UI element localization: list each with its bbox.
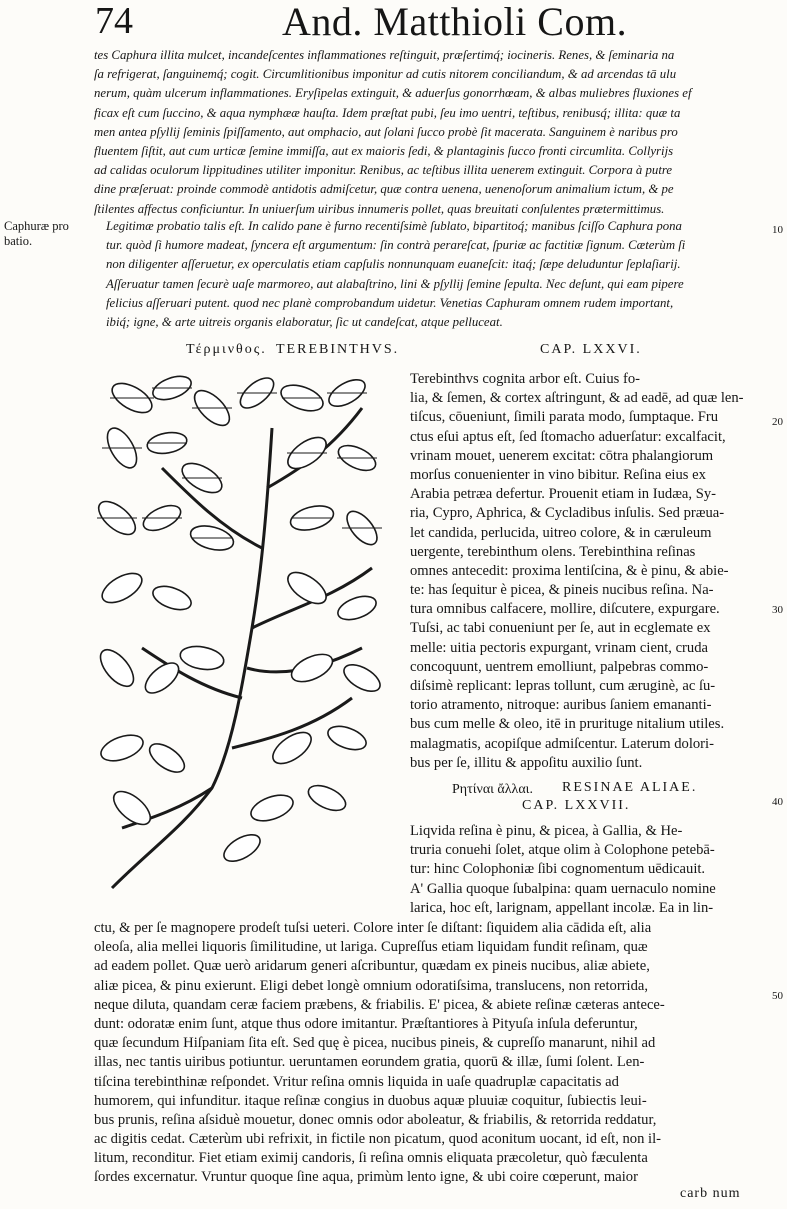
text-line: Tuſsi, ac tabi conueniunt per ſe, aut in ecglemate ex — [410, 620, 711, 637]
text-line: tiſcina terebinthinæ reſpondet. Vritur reſina omnis liquida in uaſe quadruplæ capacitatis ad — [94, 1073, 619, 1090]
plant-woodcut-icon — [92, 368, 392, 903]
text-line: dine præſeruat: proinde commodè antidotis admiſcetur, quæ contra uenena, uenenoſorum animalium ictum, & pe — [94, 182, 674, 197]
text-line: omnes antecedit: proxima lentiſcina, & è pinu, & abie- — [410, 562, 729, 579]
text-line: bus prunis, reſina aſsiduè mouetur, donec omnis odor aboleatur, & friabilis, & retorrida reddatur, — [94, 1111, 657, 1128]
text-line: felicius aſſeruari putent. quod nec planè comprobandum uidetur. Venetias Caphuram omnem rudem important, — [106, 295, 674, 310]
text-line: lia, & ſemen, & cortex aſtringunt, & ad eadē, ad quæ len- — [410, 390, 744, 407]
line-number-40: 40 — [772, 796, 783, 808]
chapter77-number: CAP. LXXVII. — [522, 798, 631, 813]
text-line: concoquunt, uentrem emolliunt, palpebras commo- — [410, 658, 709, 675]
text-line: men antea pſyllij ſeminis ſpiſſamento, aut omphacio, aut ſolani ſucco probè ſit macerata. Sanguinem è naribus pro — [94, 124, 678, 139]
text-line: bus per ſe, illitu & appoſitu auxilio ſunt. — [410, 754, 643, 771]
text-line: tur. quòd ſi humore madeat, ſyncera eſt argumentum: ſin contrà perareſcat, ſpuriæ ac factitiæ ſignum. Cæterùm ſi — [106, 238, 686, 253]
terebinthus-illustration — [92, 368, 392, 903]
text-line: non diligenter aſſeruetur, ex operculatis etiam capſulis nonnunquam euaneſcit: itaq́; ſæpe deluduntur ſeplaſiarij. — [106, 257, 681, 272]
chapter-title: TEREBINTHVS. — [276, 342, 400, 357]
text-line: tes Caphura illita mulcet, incandeſcentes inflammationes reſtinguit, præſertimq́; iocineris. Renes, & ſeminaria na — [94, 48, 675, 62]
margin-note-line: batio. — [4, 234, 33, 248]
line-number-20: 20 — [772, 416, 783, 428]
text-line: vrinam mouet, uenerem excitat: cōtra phalangiorum — [410, 447, 714, 464]
text-line: diſsimè replicant: lepras tollunt, cum æruginè, ac ſu- — [410, 678, 716, 694]
text-line: ria, Cypro, Aphrica, & Cycladibus inſulis. Sed præua- — [410, 505, 725, 522]
text-line: melle: uitia pectoris expurgant, vrinam cient, cruda — [410, 639, 708, 656]
text-line: te: has ſequitur è picea, & pineis nucibus reſina. Na- — [410, 582, 714, 599]
text-line: ad eadem pollet. Quæ uerò aridarum generi aſcribuntur, quædam ex pineis nucibus, aliæ abiete, — [94, 958, 650, 975]
text-line: neque diluta, quandam ceræ faciem præbens, & friabilis. E' picea, & abiete reſinæ cæteras antece- — [94, 996, 665, 1013]
paragraph-camphor-test — [94, 217, 764, 332]
text-line: tiſcus, cōueniunt, ſimili parata modo, ſumptaque. Fru — [410, 409, 719, 426]
text-line: ſordes excernatur. Vruntur quoque ſine aqua, primùm lento igne, & ubi coire cœperunt, maior — [94, 1169, 638, 1186]
text-line: ac digitis cedat. Cæterùm ubi refrixit, in fictile non picatum, quod aconitum uocant, id eſt, non il- — [94, 1131, 661, 1148]
text-line: tur: hinc Colophoniæ ſibi cognomentum uēdicauit. — [410, 861, 706, 878]
chapter-number: CAP. LXXVI. — [540, 342, 642, 357]
text-line: ctus eſui aptus eſt, ſed ſtomacho aduerſatur: excalfacit, — [410, 428, 726, 445]
text-line: torio atramento, nitroque: auribus ſaniem emananti- — [410, 697, 712, 714]
chapter76-text — [410, 370, 766, 773]
line-number-50: 50 — [772, 990, 783, 1002]
text-line: A' Gallia quoque ſubalpina: quam uernaculo nomine — [410, 880, 716, 897]
text-line: quæ ſecundum Hiſpaniam ſita eſt. Sed quę è picea, nucibus pineis, & cupreſſo manarunt, nihil ad — [94, 1035, 656, 1052]
catchword: carb num — [680, 1186, 741, 1201]
text-line: larica, hoc eſt, larignam, appellant incolæ. Ea in lin- — [410, 899, 714, 916]
margin-note-line: Caphuræ pro — [4, 219, 69, 233]
chapter77-title: RESINAE ALIAE. — [562, 780, 698, 795]
text-line: ſa refrigerat, ſanguinemq́; cogit. Circumlitionibus imponitur ad cutis nitorem conciliandum, & ad arcendas tā ulu — [94, 67, 677, 82]
text-line: humorem, qui infunditur. itaque reſinæ congius in duobus aquæ pluuiæ coquitur, ſubiectis leui- — [94, 1092, 647, 1109]
text-line: Arabia petræa defertur. Prouenit etiam in Iudæa, Sy- — [410, 486, 716, 503]
text-line: morſus conuenienter in vino bibitur. Reſina eius ex — [410, 466, 706, 483]
paragraph-camphor-uses — [94, 46, 764, 219]
text-line: malagmatis, acopiſque admiſcentur. Laterum dolori- — [410, 735, 714, 752]
text-line: dunt: odoratæ enim ſunt, atque thus odore imitantur. Præſtantiores à Pityuſa inſula deferuntur, — [94, 1015, 638, 1032]
text-line: ibiq́; igne, & arte uitreis organis elaboratur, ſic ut candeſcat, atque pelluceat. — [106, 314, 503, 329]
text-line: ad calidas oculorum lippitudines utiliter imponitur. Renibus, ac teſtibus illita uenerem extinguit. Corpora à putre — [94, 163, 673, 178]
text-line: truria conuehi ſolet, atque olim à Colophone petebā- — [410, 842, 715, 859]
page-number: 74 — [95, 0, 133, 42]
text-line: oleoſa, alia mellei liquoris ſimilitudine, ut lariga. Cupreſſus etiam liquidam fundit reſinam, quæ — [94, 939, 648, 956]
margin-note — [4, 219, 92, 249]
text-line: aliæ picea, & pinu exierunt. Eligi debet longè omnium odoratiſsima, translucens, non retorrida, — [94, 977, 649, 994]
text-line: Liqvida reſina è pinu, & picea, à Gallia, & He- — [410, 823, 683, 839]
running-head: And. Matthioli Com. — [282, 0, 628, 44]
text-line: uergente, terebinthum olens. Terebinthina reſinas — [410, 543, 696, 560]
chapter77-text-narrow — [410, 822, 766, 918]
chapter77-text-full — [94, 919, 760, 1188]
text-line: ficax eſt cum ſuccino, & aqua nymphææ hauſta. Idem præſtat pubi, ſeu imo uentri, teſtibus, renibusq́; illita: quæ ta — [94, 105, 681, 120]
text-line: fluentem ſiſtit, aut cum urticæ ſemine immiſſa, aut ex maioris ſedi, & plantaginis ſucco fronti circumlita. Collyrijs — [94, 143, 674, 158]
text-line: nerum, quàm ulcerum inflammationes. Eryſipelas extinguit, & aduerſus gonorrhœam, & albas muliebres fluxiones ef — [94, 86, 692, 101]
text-line: ſtilentes affectus conficiuntur. In uniuerſum uiribus innumeris pollet, quas breuitati conſulentes prætermittimus. — [94, 201, 665, 216]
line-number-30: 30 — [772, 604, 783, 616]
chapter77-greek-title: Ρητίναι ἄλλαι. — [452, 782, 533, 797]
text-line: bus cum melle & oleo, itē in prurituge nitalium utiles. — [410, 716, 725, 733]
text-line: Aſſeruatur tamen ſecurè uaſe marmoreo, aut alabaſtrino, lini & pſyllij ſemine ſepulta. Nec deſunt, qui eam pipere — [106, 276, 684, 291]
text-line: let candida, perlucida, uitreo colore, & in cæruleum — [410, 524, 712, 541]
text-line: litum, reconditur. Fiet etiam eximij candoris, ſi reſina omnis eliquata præcoletur, quò fæculenta — [94, 1150, 648, 1167]
text-line: illas, nec tantis uiribus potiuntur. ueruntamen eorundem gratia, quorū & illæ, ſumi ſolent. Len- — [94, 1054, 645, 1071]
line-number-10: 10 — [772, 224, 783, 236]
text-line: tura omnibus calfacere, mollire, diſcutere, expurgare. — [410, 601, 720, 618]
text-line: Legitimæ probatio talis eſt. In calido pane è furno recentiſsimè ſublato, bipartitoq́; manibus ſciſſo Caphura pona — [106, 219, 682, 233]
chapter-greek-title: Τέρμινθος. — [186, 342, 267, 357]
text-line: Terebinthvs cognita arbor eſt. Cuius fo- — [410, 371, 640, 387]
text-line: ctu, & per ſe magnopere prodeſt tuſsi ueteri. Colore inter ſe diſtant: ſiquidem alia cādida eſt, alia — [94, 920, 652, 936]
